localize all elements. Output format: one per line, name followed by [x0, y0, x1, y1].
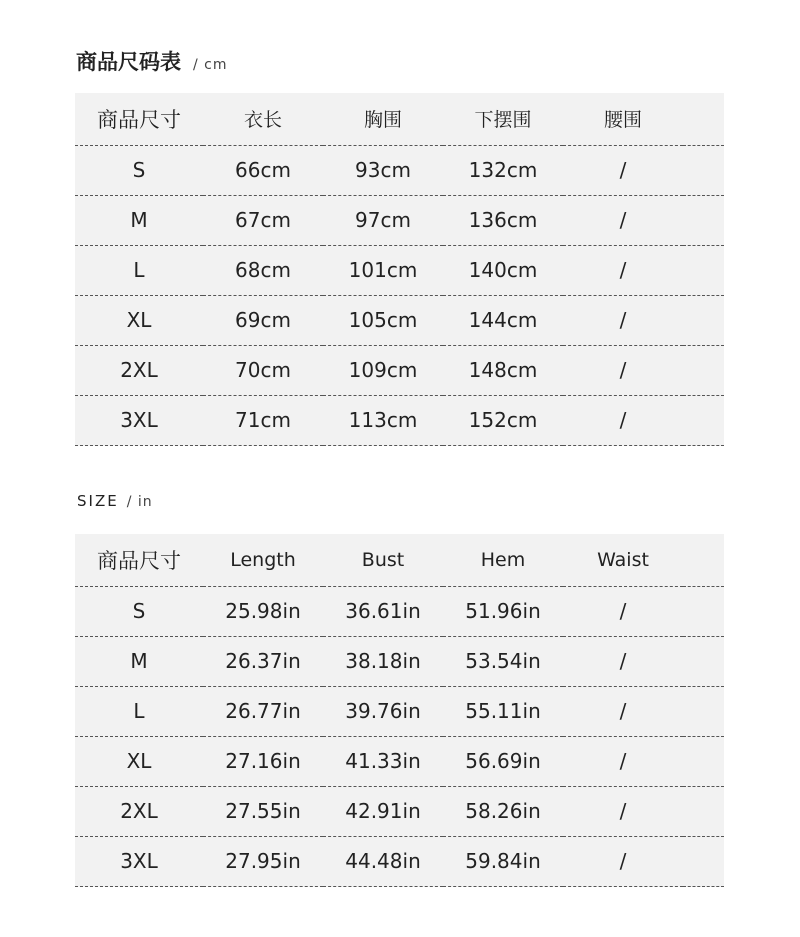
- header-hem: Hem: [480, 548, 526, 571]
- cell-bust: 38.18in: [345, 649, 421, 673]
- cell-waist: /: [619, 158, 627, 182]
- cell-size: 3XL: [120, 849, 158, 873]
- cell-length: 69cm: [235, 308, 291, 332]
- cell-waist: /: [619, 599, 627, 623]
- table-row: [75, 145, 724, 195]
- cell-hem: 132cm: [468, 158, 538, 182]
- cell-waist: /: [619, 408, 627, 432]
- header-waist: 腰围: [603, 109, 642, 132]
- table-row: [75, 345, 724, 395]
- cell-waist: /: [619, 308, 627, 332]
- cell-size: XL: [126, 308, 152, 332]
- cell-bust: 109cm: [348, 358, 418, 382]
- cell-hem: 58.26in: [465, 799, 541, 823]
- cell-size: M: [130, 649, 148, 673]
- cm-size-table: [75, 93, 724, 446]
- cell-length: 26.37in: [225, 649, 301, 673]
- cell-bust: 44.48in: [345, 849, 421, 873]
- header-bust: 胸围: [363, 109, 402, 132]
- cell-hem: 59.84in: [465, 849, 541, 873]
- header-size: 商品尺寸: [97, 107, 181, 132]
- table-row: [75, 245, 724, 295]
- cell-hem: 148cm: [468, 358, 538, 382]
- cell-size: L: [133, 258, 145, 282]
- cell-waist: /: [619, 799, 627, 823]
- cell-size: L: [133, 699, 145, 723]
- header-length: Length: [230, 548, 296, 571]
- cell-length: 70cm: [235, 358, 291, 382]
- in-title-unit: / in: [126, 494, 153, 510]
- cell-hem: 144cm: [468, 308, 538, 332]
- header-length: 衣长: [243, 109, 282, 132]
- cell-hem: 152cm: [468, 408, 538, 432]
- cm-table-title: [76, 46, 228, 76]
- header-bust: Bust: [361, 548, 405, 571]
- cell-hem: 136cm: [468, 208, 538, 232]
- table-row: [75, 836, 724, 886]
- cell-bust: 97cm: [355, 208, 411, 232]
- cell-size: S: [132, 599, 146, 623]
- cell-waist: /: [619, 649, 627, 673]
- in-title-text: SIZE: [77, 492, 119, 510]
- cell-bust: 36.61in: [345, 599, 421, 623]
- cell-bust: 101cm: [348, 258, 418, 282]
- table-row: [75, 295, 724, 345]
- table-row: [75, 195, 724, 245]
- cell-length: 67cm: [235, 208, 291, 232]
- cell-size: S: [132, 158, 146, 182]
- header-waist: Waist: [597, 548, 649, 571]
- table-header-row: [75, 534, 724, 586]
- cm-title-text: 商品尺码表: [76, 50, 181, 74]
- cell-waist: /: [619, 699, 627, 723]
- table-row: [75, 586, 724, 636]
- cell-size: 2XL: [120, 358, 158, 382]
- cell-bust: 39.76in: [345, 699, 421, 723]
- cell-hem: 55.11in: [465, 699, 541, 723]
- cell-size: M: [130, 208, 148, 232]
- cell-length: 27.95in: [225, 849, 301, 873]
- cm-title-unit: / cm: [193, 57, 228, 73]
- table-row: [75, 636, 724, 686]
- cell-waist: /: [619, 258, 627, 282]
- cell-bust: 41.33in: [345, 749, 421, 773]
- cell-size: XL: [126, 749, 152, 773]
- cell-length: 66cm: [235, 158, 291, 182]
- cell-bust: 113cm: [348, 408, 418, 432]
- cell-hem: 53.54in: [465, 649, 541, 673]
- cell-size: 2XL: [120, 799, 158, 823]
- in-table-title: [77, 492, 153, 516]
- cell-waist: /: [619, 749, 627, 773]
- cell-waist: /: [619, 849, 627, 873]
- cell-length: 25.98in: [225, 599, 301, 623]
- cell-bust: 105cm: [348, 308, 418, 332]
- cell-length: 71cm: [235, 408, 291, 432]
- cell-length: 27.55in: [225, 799, 301, 823]
- header-size: 商品尺寸: [97, 548, 181, 573]
- table-row: [75, 736, 724, 786]
- table-header-row: [75, 93, 724, 145]
- table-row: [75, 786, 724, 836]
- cell-length: 26.77in: [225, 699, 301, 723]
- cell-length: 68cm: [235, 258, 291, 282]
- cell-bust: 42.91in: [345, 799, 421, 823]
- table-row: [75, 395, 724, 445]
- table-row: [75, 686, 724, 736]
- cell-waist: /: [619, 358, 627, 382]
- cell-length: 27.16in: [225, 749, 301, 773]
- cell-hem: 51.96in: [465, 599, 541, 623]
- in-size-table: [75, 534, 724, 887]
- cell-hem: 56.69in: [465, 749, 541, 773]
- cell-size: 3XL: [120, 408, 158, 432]
- cell-bust: 93cm: [355, 158, 411, 182]
- header-hem: 下摆围: [474, 109, 532, 132]
- cell-hem: 140cm: [468, 258, 538, 282]
- cell-waist: /: [619, 208, 627, 232]
